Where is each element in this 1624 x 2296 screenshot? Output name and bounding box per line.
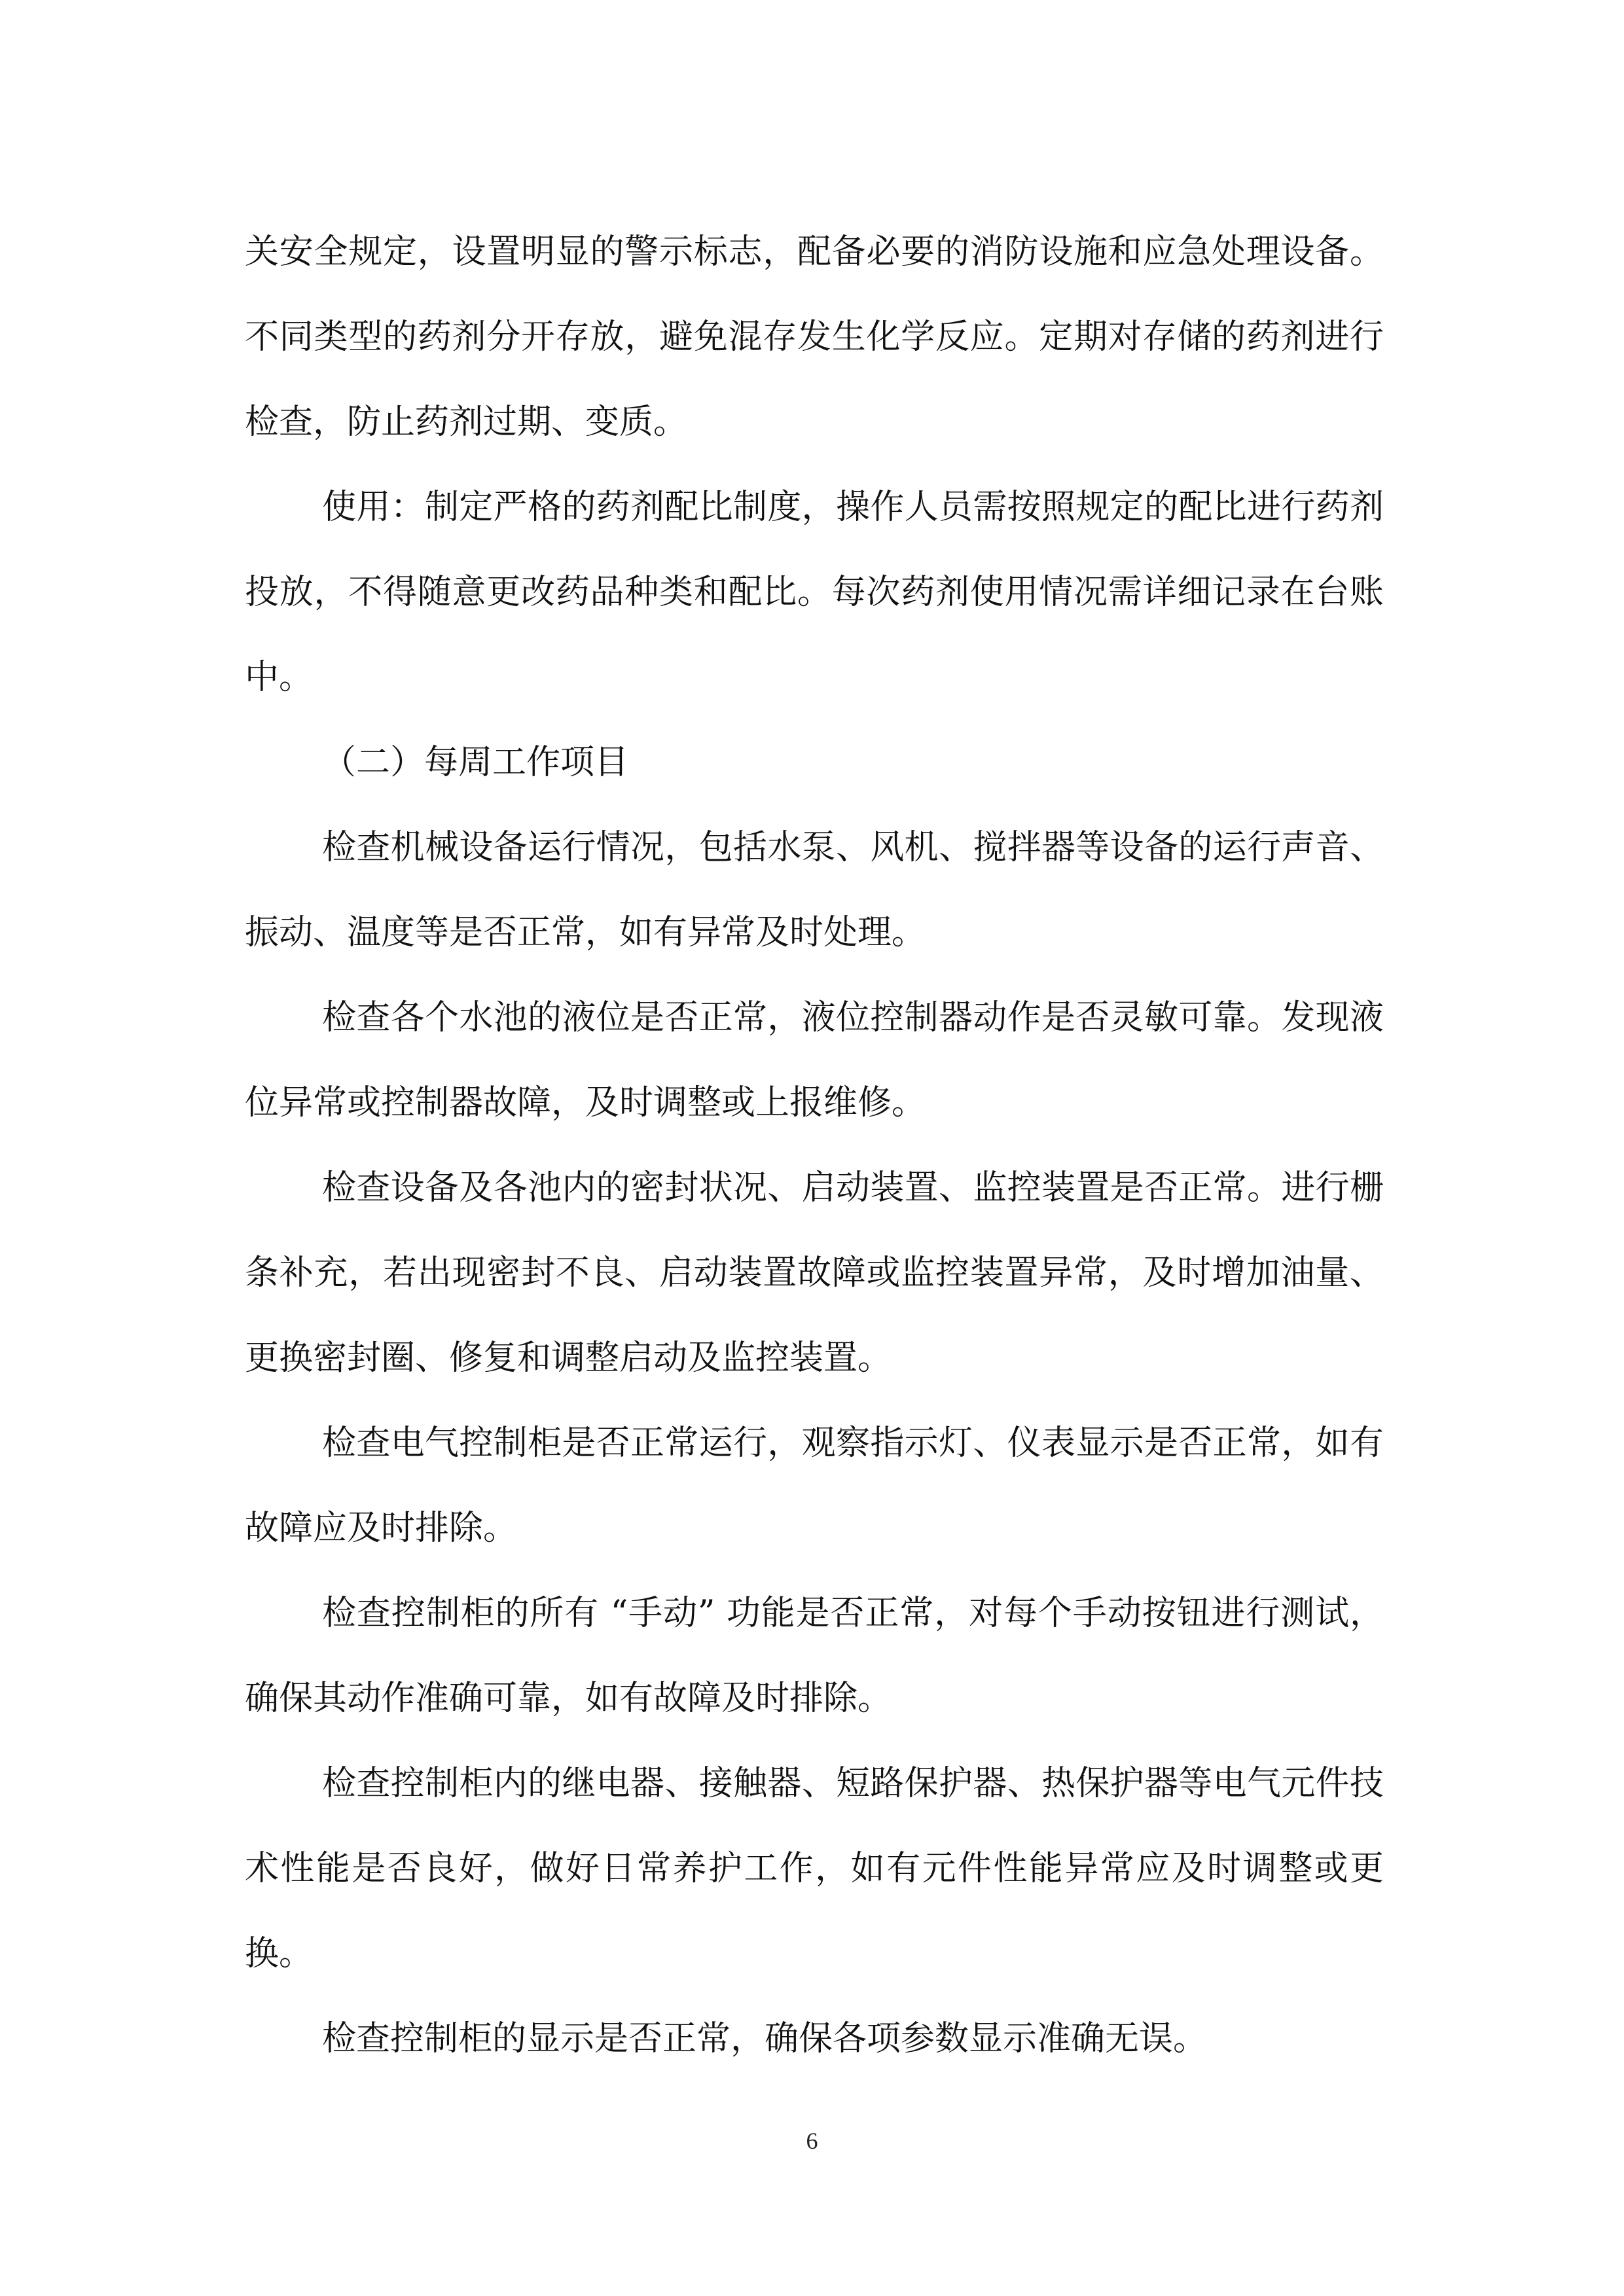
paragraph-electrical-components-check: 检查控制柜内的继电器、接触器、短路保护器、热保护器等电气元件技术性能是否良好，做好日常养护工作，如有元件性能异常应及时调整或更换。 — [245, 1764, 1384, 1973]
paragraph-manual-function-check: 检查控制柜的所有 “手动” 功能是否正常，对每个手动按钮进行测试，确保其动作准确可靠，如有故障及时排除。 — [245, 1594, 1384, 1718]
paragraph-liquid-level-check: 检查各个水池的液位是否正常，液位控制器动作是否灵敏可靠。发现液位异常或控制器故障，及时调整或上报维修。 — [245, 998, 1384, 1122]
document-body — [245, 209, 1384, 2081]
page-number: 6 — [806, 2128, 818, 2154]
paragraph-control-cabinet-check: 检查电气控制柜是否正常运行，观察指示灯、仪表显示是否正常，如有故障应及时排除。 — [245, 1424, 1384, 1548]
section-heading-weekly-items: （二）每周工作项目 — [322, 743, 629, 782]
paragraph-seal-check: 检查设备及各池内的密封状况、启动装置、监控装置是否正常。进行栅条补充，若出现密封不良、启动装置故障或监控装置异常，及时增加油量、更换密封圈、修复和调整启动及监控装置。 — [245, 1168, 1384, 1378]
paragraph-usage: 使用：制定严格的药剂配比制度，操作人员需按照规定的配比进行药剂投放，不得随意更改药品种类和配比。每次药剂使用情况需详细记录在台账中。 — [245, 488, 1384, 697]
paragraph-mechanical-check: 检查机械设备运行情况，包括水泵、风机、搅拌器等设备的运行声音、振动、温度等是否正常，如有异常及时处理。 — [245, 828, 1384, 952]
paragraph-continuation: 关安全规定，设置明显的警示标志，配备必要的消防设施和应急处理设备。不同类型的药剂分开存放，避免混存发生化学反应。定期对存储的药剂进行检查，防止药剂过期、变质。 — [245, 232, 1384, 442]
paragraph-display-check: 检查控制柜的显示是否正常，确保各项参数显示准确无误。 — [322, 2019, 1208, 2058]
